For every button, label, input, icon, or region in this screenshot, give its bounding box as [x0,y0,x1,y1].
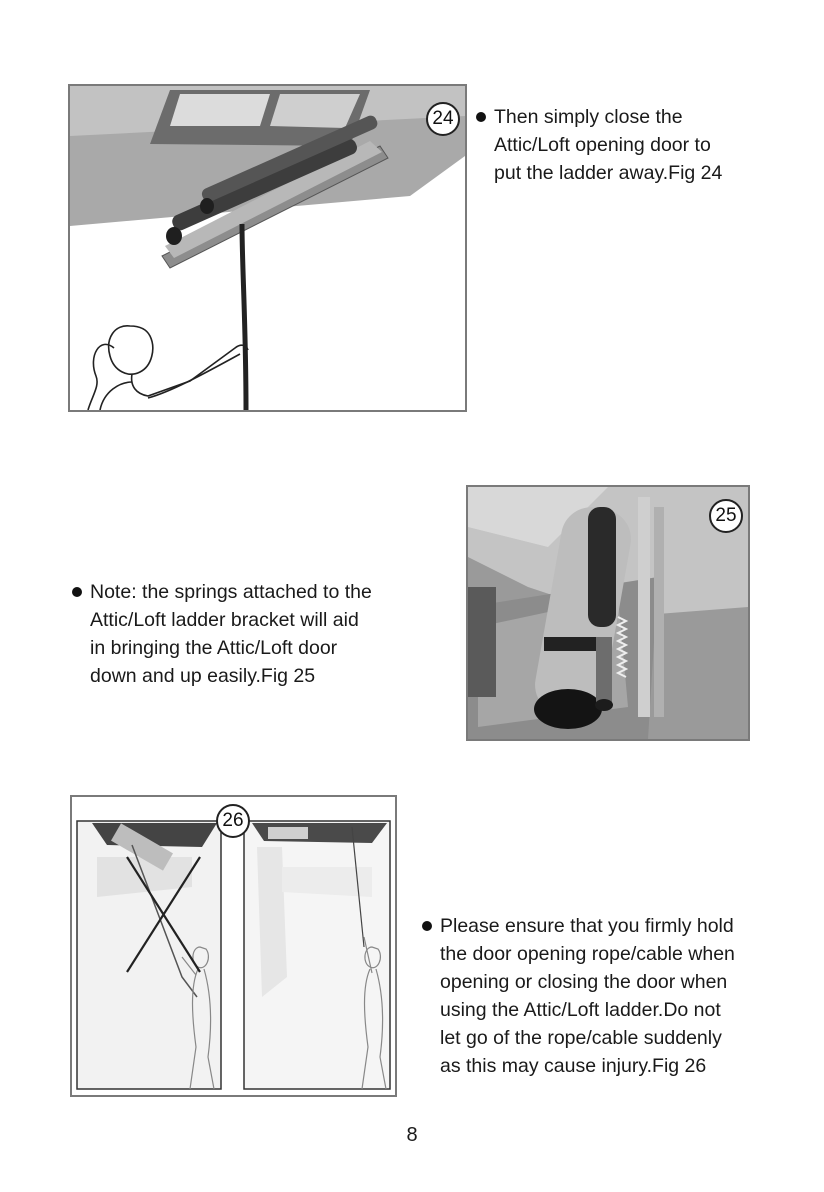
figure-25 [466,485,750,741]
bullet-icon [422,921,432,931]
instruction-line: in bringing the Attic/Loft door [90,637,338,659]
instruction-line: Please ensure that you firmly hold [440,915,734,937]
figure-25-illustration [468,487,748,739]
page-number: 8 [406,1124,418,1146]
bullet-icon [476,112,486,122]
figure-24-illustration [70,86,465,410]
figure-25-number-badge: 25 [709,499,743,533]
instruction-line: put the ladder away.Fig 24 [494,162,723,184]
instruction-line: as this may cause injury.Fig 26 [440,1055,707,1077]
instruction-line: opening or closing the door when [440,971,728,993]
figure-26 [70,795,397,1097]
instruction-line: let go of the rope/cable suddenly [440,1027,722,1049]
instruction-fig25 [90,578,372,690]
figure-26-illustration [72,797,395,1095]
figure-24 [68,84,467,412]
instruction-line: using the Attic/Loft ladder.Do not [440,999,721,1021]
bullet-icon [72,587,82,597]
instruction-line: Note: the springs attached to the [90,581,372,603]
instruction-line: Attic/Loft opening door to [494,134,711,156]
instruction-line: the door opening rope/cable when [440,943,735,965]
instruction-line: Attic/Loft ladder bracket will aid [90,609,359,631]
figure-26-number-badge: 26 [216,804,250,838]
instruction-fig24 [494,103,722,187]
figure-24-number-badge: 24 [426,102,460,136]
instruction-line: Then simply close the [494,106,683,128]
instruction-line: down and up easily.Fig 25 [90,665,316,687]
instruction-fig26 [440,912,735,1080]
